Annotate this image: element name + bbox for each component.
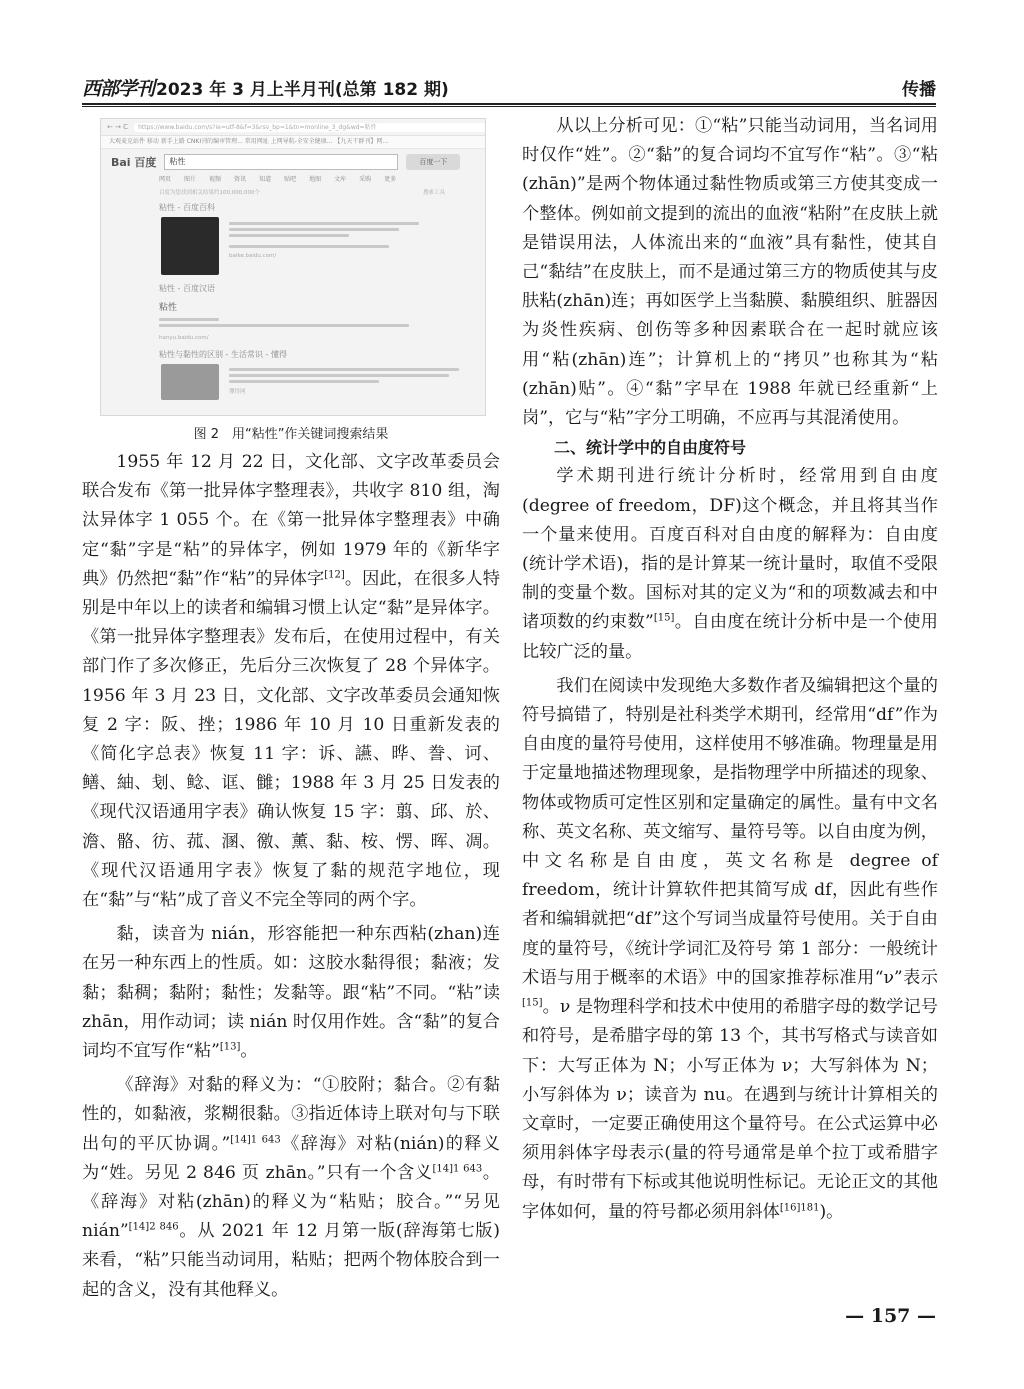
baidu-search-bar (101, 149, 485, 172)
citation: [14]1 643 (230, 1133, 281, 1145)
figure-caption: 图 2 用“粘性”作关键词搜索结果 (193, 427, 389, 442)
tab-zhidao: 知道 (259, 176, 272, 183)
right-column (522, 112, 938, 1227)
tab-caigou: 采购 (359, 176, 372, 183)
result-thumbnail (161, 217, 219, 275)
result-word: 粘性 (159, 303, 178, 313)
citation: [14]2 846 (128, 1221, 179, 1233)
result-source: hanyu.baidu.com/ (159, 335, 209, 341)
issue-info: 2023 年 3 月上半月刊(总第 182 期) (156, 79, 449, 100)
tab-more: 更多 (384, 176, 397, 183)
result-source: baike.baidu.com/ (229, 253, 277, 259)
baidu-logo: Bai 百度 (111, 156, 157, 169)
browser-nav-icons: ← → C (107, 123, 129, 131)
paragraph: 我们在阅读中发现绝大多数作者及编辑把这个量的符号搞错了，特别是社科类学术期刊，经常用“df”作为自由度的量符号使用，这样使用不够准确。物理量是用于定量地描述物理现象，是指物理学中所描述的现象、物体或物质可定性区别和定量确定的属性。量有中文名称、英文名称、英文缩写、量符号等。以自由度为例，中文名称是自由度，英文名称是 degree of freedom，统计计算软件把其简写成 df，因此有些作者和编辑就把“df”这个写词当成量符号使用。关于自由度的量符号，《统计学词汇及符号 第 1 部分：一般统计术语与用于概率的术语》中的国家推荐标准用“ν”表示[15]。ν 是物理科学和技术中使用的希腊字母的数学记号和符号，是希腊字母的第 13 个，其书写格式与读音如下：大写正体为 N；小写正体为 ν；大写斜体为 N；小写斜体为 ν；读音为 nu。在遇到与统计计算相关的文章时，一定要正确使用这个量符号。在公式运算中必须用斜体字母表示(量的符号通常是单个拉丁或希腊字母，有时带有下标或其他说明性标记。无论正文的其他字体如何，量的符号都必须用斜体$^{[16]181}$)。 (522, 675, 938, 1222)
search-query: 粘性 (164, 154, 398, 170)
citation: [14]1 643 (432, 1163, 483, 1175)
citation: [15] (653, 612, 675, 624)
running-header (82, 72, 936, 102)
result-title: 粘性 - 百度汉语 (159, 284, 215, 293)
left-column (82, 112, 500, 1305)
paragraph: 学术期刊进行统计分析时，经常用到自由度(degree of freedom，DF)这个概念，并且将其当作一个量来使用。百度百科对自由度的解释为：自由度(统计学术语)，指的是计算某一统计量时，取值不受限制的变量个数。国标对其的定义为“和的项数减去和中诸项数的约束数”[15]。自由度在统计分析中是一个使用比较广泛的量。 (522, 466, 938, 662)
result-count: 百度为您找到相关结果约100,000,000个 (159, 190, 260, 196)
search-result-3 (101, 349, 485, 400)
tab-video: 视频 (209, 176, 222, 183)
section-heading: 二、统计学中的自由度符号 (554, 438, 747, 458)
browser-bookmarks: 大观麦克站件 移动 新手上路 CNKI刊的编审管理... 常用网址 上网导航-全安全健康... 【九天干群刊】网... (101, 136, 485, 149)
journal-logo: 西部学刊 (82, 77, 155, 100)
page-number: — 157 — (845, 1305, 936, 1327)
tab-images: 图片 (184, 176, 197, 183)
paragraph: 1955 年 12 月 22 日，文化部、文字改革委员会联合发布《第一批异体字整理表》，共收字 810 组，淘汰异体字 1 055 个。在《第一批异体字整理表》中确定“黏”字是“粘”的异体字，例如 1979 年的《新华字典》仍然把“黏”作“粘”的异体字[12]。因此，在很多人特别是中年以上的读者和编辑习惯上认定“黏”是异体字。《第一批异体字整理表》发布后，在使用过程中，有关部门作了多次修正，先后分三次恢复了 28 个异体字。1956 年 3 月 23 日，文化部、文字改革委员会通知恢复 2 字：阪、挫；1986 年 10 月 10 日重新发表的《简化字总表》恢复 11 字：诉、讌、晔、誊、诃、鳝、紬、刬、鲶、诓、雠；1988 年 3 月 25 日发表的《现代汉语通用字表》确认恢复 15 字：翦、邱、於、澹、骼、彷、菰、溷、徼、薰、黏、桉、愣、晖、凋。《现代汉语通用字表》恢复了黏的规范字地位，现在“黏”与“粘”成了音义不完全等同的两个字。 (82, 452, 500, 911)
result-thumbnail (161, 364, 219, 400)
paragraph: 《辞海》对黏的释义为：“①胶附；黏合。②有黏性的，如黏液，浆糊很黏。③指近体诗上联对句与下联出句的平仄协调。”$^{[14]1 643}$《辞海》对粘(nián)的释义为“姓。另见 2 846 页 zhān。”只有一个含义$^{[14]1 643}$。《辞海》对粘(zhān)的释义为“粘贴；胶合。”“另见 nián”$^{[14]2 846}$。从 2021 年 12 月第一版(辞海第七版)来看，“粘”只能当动词用，粘贴；把两个物体胶合到一起的含义，没有其他释义。 (82, 1075, 500, 1300)
result-title: 粘性 - 百度百科 (159, 203, 215, 212)
search-tabs (101, 172, 485, 185)
browser-url: https://www.baidu.com/s?ie=utf-8&f=3&rsv_bp=1&tn=monline_3_dg&wd=粘性 (134, 123, 485, 132)
browser-nav-bar (101, 119, 485, 136)
search-screenshot-figure (100, 118, 486, 416)
header-left (82, 74, 449, 101)
header-rule-thin (82, 106, 936, 107)
citation: [13] (219, 1041, 241, 1053)
header-rule (82, 103, 936, 105)
result-source: 懂得网 (229, 389, 246, 395)
tab-web: 网页 (159, 176, 172, 183)
search-result-1 (101, 202, 485, 275)
paragraph: 黏，读音为 nián，形容能把一种东西粘(zhan)连在另一种东西上的性质。如：这胶水黏得很；黏液；发黏；黏稠；黏附；黏性；发黏等。跟“粘”不同。“粘”读 zhān，用作动词；读 nián 时仅用作姓。含“黏”的复合词均不宜写作“粘”[13]。 (82, 924, 500, 1062)
paragraph: 从以上分析可见：①“粘”只能当动词用，当名词用时仅作“姓”。②“黏”的复合词均不宜写作“粘”。③“粘(zhān)”是两个物体通过黏性物质或第三方使其变成一个整体。例如前文提到的流出的血液“粘附”在皮肤上就是错误用法，人体流出来的“血液”具有黏性，使其自己“黏结”在皮肤上，而不是通过第三方的物质使其与皮肤粘(zhān)连；再如医学上当黏膜、黏膜组织、脏器因为炎性疾病、创伤等多种因素联合在一起时就应该用“粘(zhān)连”；计算机上的“拷贝”也称其为“粘(zhān)贴”。④“黏”字早在 1988 年就已经重新“上岗”，它与“粘”字分工明确，不应再与其混淆使用。 (522, 116, 938, 429)
result-meta (101, 185, 485, 196)
result-title: 粘性与黏性的区别 - 生活常识 - 懂得 (159, 350, 287, 359)
citation: [16]181 (779, 1201, 820, 1213)
tab-tieba: 贴吧 (284, 176, 297, 183)
section-name: 传播 (902, 79, 936, 100)
citation: [12] (324, 569, 345, 581)
search-button: 百度一下 (406, 154, 460, 170)
tab-news: 资讯 (234, 176, 247, 183)
tab-wenku: 文库 (334, 176, 347, 183)
search-result-2 (101, 283, 485, 341)
tab-map: 地图 (309, 176, 322, 183)
search-tools: 搜索工具 (422, 190, 445, 196)
citation: [15] (522, 997, 543, 1009)
